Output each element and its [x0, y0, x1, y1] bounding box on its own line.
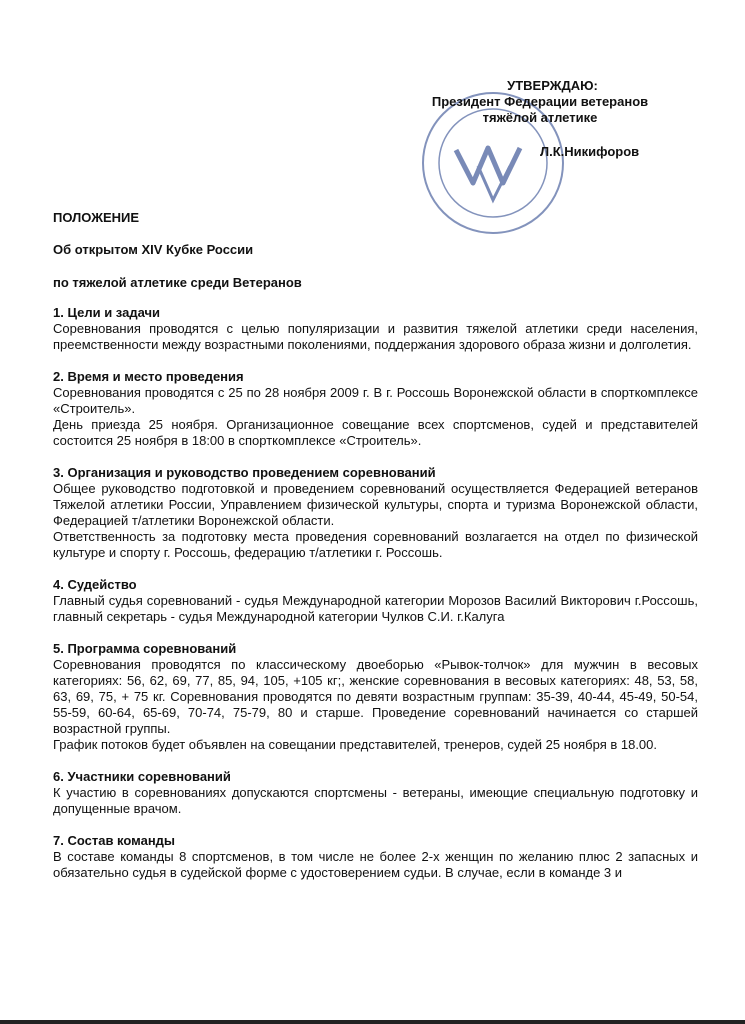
section-team	[53, 833, 698, 881]
document-body	[53, 305, 698, 897]
section-heading: 3. Организация и руководство проведением соревнований	[53, 465, 436, 480]
section-paragraph: Общее руководство подготовкой и проведением соревнований осуществляется Федерацией ветеранов Тяжелой атлетики России, Управлением физической культуры, спорта и туризма Воронежской области, Федерацией т/атлетики Воронежской области.	[53, 481, 698, 528]
approval-signatory: Л.К.Никифоров	[540, 144, 640, 159]
section-heading: 1. Цели и задачи	[53, 305, 161, 320]
section-heading: 2. Время и место проведения	[53, 369, 244, 384]
approval-line-3: тяжёлой атлетике	[482, 110, 598, 125]
section-heading: 7. Состав команды	[53, 833, 176, 848]
document-subtitle-1: Об открытом XIV Кубке России	[53, 242, 254, 257]
section-participants	[53, 769, 698, 817]
section-paragraph: Главный судья соревнований - судья Международной категории Морозов Василий Викторович г.Россошь, главный секретарь - судья Международной категории Чулков С.И. г.Калуга	[53, 593, 698, 624]
approval-block	[395, 78, 685, 159]
section-paragraph: День приезда 25 ноября. Организационное совещание всех спортсменов, судей и представителей состоится 25 ноября в 18:00 в спорткомплексе «Строитель».	[53, 417, 698, 448]
section-heading: 5. Программа соревнований	[53, 641, 237, 656]
section-paragraph: Соревнования проводятся с 25 по 28 ноября 2009 г. В г. Россошь Воронежской области в спорткомплексе «Строитель».	[53, 385, 698, 416]
section-paragraph: К участию в соревнованиях допускаются спортсмены - ветераны, имеющие специальную подготовку и допущенные врачом.	[53, 785, 698, 816]
section-heading: 6. Участники соревнований	[53, 769, 231, 784]
approval-line-1: УТВЕРЖДАЮ:	[507, 78, 598, 93]
section-goals	[53, 305, 698, 353]
document-subtitle-2: по тяжелой атлетике среди Ветеранов	[53, 275, 302, 290]
section-paragraph: Соревнования проводятся с целью популяризации и развития тяжелой атлетики среди населения, преемственности между возрастными поколениями, поддержания здорового образа жизни и долголетия.	[53, 321, 698, 352]
section-program	[53, 641, 698, 753]
section-judging	[53, 577, 698, 625]
approval-line-2: Президент Федерации ветеранов	[431, 94, 649, 109]
section-paragraph: Ответственность за подготовку места проведения соревнований возлагается на отдел по физической культуре и спорту г. Россошь, федерацию т/атлетики г. Россошь.	[53, 529, 698, 560]
section-paragraph: График потоков будет объявлен на совещании представителей, тренеров, судей 25 ноября в 18.00.	[53, 737, 658, 752]
section-time-place	[53, 369, 698, 449]
scan-bottom-edge	[0, 1020, 745, 1024]
document-heading: ПОЛОЖЕНИЕ	[53, 210, 140, 225]
section-heading: 4. Судейство	[53, 577, 137, 592]
section-paragraph: Соревнования проводятся по классическому двоеборью «Рывок-толчок» для мужчин в весовых категориях: 56, 62, 69, 77, 85, 94, 105, +105 кг;, женские соревнования в весовых категориях: 48, 53, 58, 63, 69, 75, + 75 кг. Соревнования проводятся по девяти возрастным группам: 35-39, 40-44, 45-49, 50-54, 55-59, 60-64, 65-69, 70-74, 75-79, 80 и старше. Проведение соревнований начинается со старшей возрастной группы.	[53, 657, 698, 736]
section-paragraph: В составе команды 8 спортсменов, в том числе не более 2-х женщин по желанию плюс 2 запасных и обязательно судья в судейской форме с удостоверением судьи. В случае, если в команде 3 и	[53, 849, 698, 880]
section-organization	[53, 465, 698, 561]
